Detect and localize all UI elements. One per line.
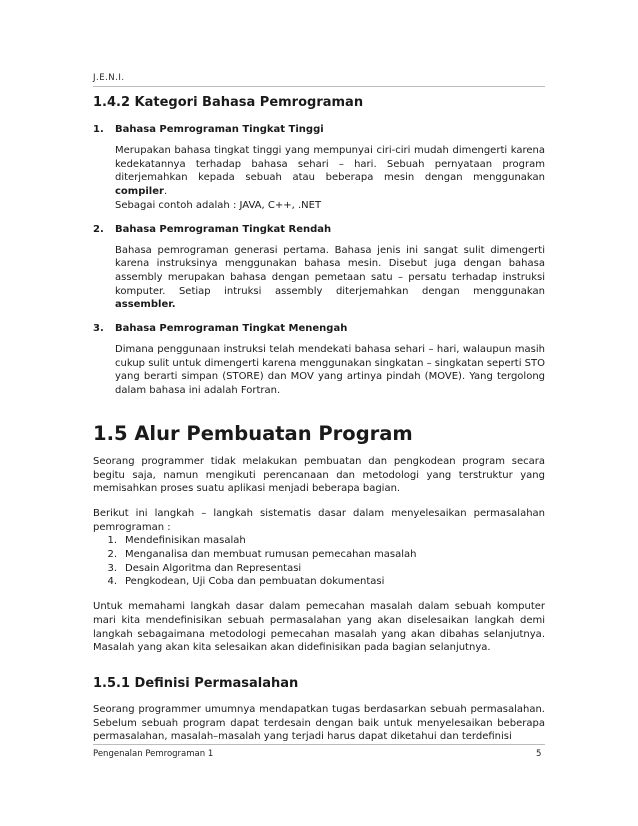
- list-item-heading: Bahasa Pemrograman Tingkat Rendah: [115, 223, 332, 235]
- section-title-1-5-1: 1.5.1 Definisi Permasalahan: [93, 675, 299, 691]
- paragraph: Bahasa pemrograman generasi pertama. Bahasa jenis ini sangat sulit dimengerti karena instruksinya menggunakan bahasa mesin. Disebut juga dengan bahasa assembly merupakan bahasa dengan pemetaan satu – persatu terhadap instruksi komputer. Setiap intruksi assembly diterjemahkan dengan menggunakan assembler.: [115, 244, 545, 311]
- list-item: 2. Menganalisa dan membuat rumusan pemecahan masalah: [107, 549, 417, 561]
- footer-rule: [93, 744, 545, 745]
- running-header: J.E.N.I.: [93, 73, 125, 83]
- paragraph: Merupakan bahasa tingkat tinggi yang mempunyai ciri-ciri mudah dimengerti karena kedekatannya terhadap bahasa sehari – hari. Sebuah pernyataan program diterjemahkan kepada sebuah atau beberapa mesin dengan menggunakan compiler.: [115, 145, 545, 198]
- list-item: 4. Pengkodean, Uji Coba dan pembuatan dokumentasi: [107, 576, 385, 588]
- paragraph: Seorang programmer umumnya mendapatkan tugas berdasarkan sebuah permasalahan. Sebelum sebuah program dapat terdesain dengan baik untuk menyelesaikan beberapa permasalahan, masalah–masalah yang terjadi harus dapat diketahui dan terdefinisi: [93, 703, 545, 743]
- paragraph: Dimana penggunaan instruksi telah mendekati bahasa sehari – hari, walaupun masih cukup sulit untuk dimengerti karena menggunakan singkatan – singkatan seperti STO yang berarti simpan (STORE) dan MOV yang artinya pindah (MOVE). Yang tergolong dalam bahasa ini adalah Fortran.: [115, 344, 545, 397]
- list-item-heading: Bahasa Pemrograman Tingkat Tinggi: [115, 124, 324, 135]
- steps-list: [93, 534, 545, 589]
- bold-term: assembler.: [115, 299, 176, 311]
- section-title-1-5: 1.5 Alur Pembuatan Program: [93, 421, 413, 445]
- paragraph: Berikut ini langkah – langkah sistematis dasar dalam menyelesaikan permasalahan pemrograman :: [93, 507, 545, 533]
- list-item-number: 1.: [93, 124, 104, 135]
- list-item-number: 3.: [93, 323, 104, 335]
- list-item-title: [93, 124, 545, 135]
- paragraph: Sebagai contoh adalah : JAVA, C++, .NET: [115, 199, 322, 211]
- list-item-body: [93, 144, 545, 213]
- list-item-title: [93, 224, 545, 235]
- paragraph: Seorang programmer tidak melakukan pembuatan dan pengkodean program secara begitu saja, namun mengikuti perencanaan dan metodologi yang terstruktur yang memisahkan proses suatu aplikasi menjadi beberapa bagian.: [93, 455, 545, 495]
- running-footer: Pengenalan Pemrograman 1: [93, 749, 214, 759]
- list-item: 3. Desain Algoritma dan Representasi: [107, 562, 302, 574]
- list-item-heading: Bahasa Pemrograman Tingkat Menengah: [115, 323, 348, 335]
- list-item-title: [93, 323, 545, 334]
- header-rule: [93, 86, 545, 87]
- bold-term: compiler: [115, 186, 164, 198]
- section-title-1-4-2: 1.4.2 Kategori Bahasa Pemrograman: [93, 95, 364, 110]
- paragraph: Untuk memahami langkah dasar dalam pemecahan masalah dalam sebuah komputer mari kita mendefinisikan sebuah permasalahan yang akan diselesaikan langkah demi langkah sebagaimana metodologi pemecahan masalah yang akan dibahas selanjutnya. Masalah yang akan kita selesaikan akan didefinisikan pada bagian selanjutnya.: [93, 601, 545, 654]
- list-item-body: [93, 343, 545, 398]
- page-content: [93, 95, 545, 744]
- list-item: 1. Mendefinisikan masalah: [107, 535, 246, 547]
- list-item-number: 2.: [93, 223, 104, 235]
- list-item-body: [93, 244, 545, 313]
- page-number: 5: [536, 749, 542, 759]
